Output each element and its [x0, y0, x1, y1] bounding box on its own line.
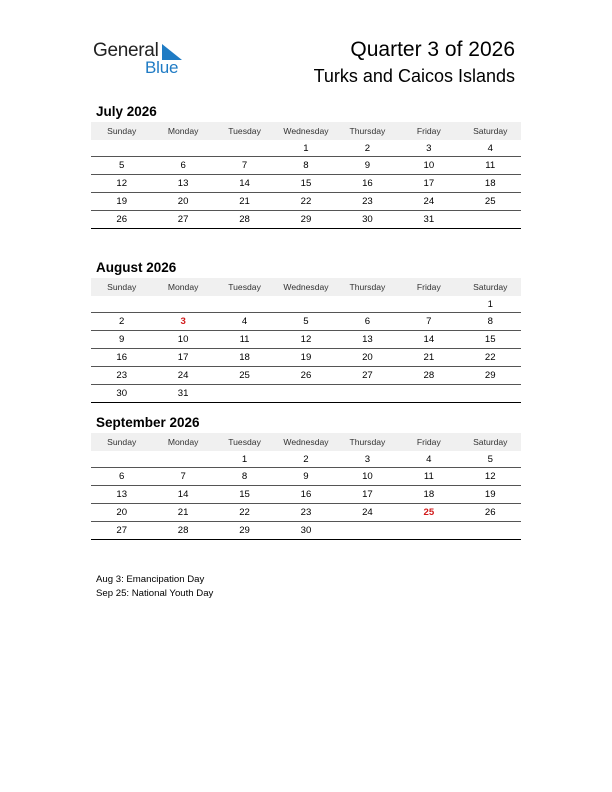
day-cell: 18: [398, 486, 459, 504]
month-august: [91, 258, 521, 403]
day-cell: 15: [214, 486, 275, 504]
empty-day-cell: [460, 522, 521, 540]
weekday-header: Thursday: [337, 122, 398, 140]
weekday-header: Thursday: [337, 278, 398, 296]
day-cell: 26: [91, 211, 152, 229]
day-cell: 5: [460, 451, 521, 468]
day-cell: 27: [337, 367, 398, 385]
day-cell: 26: [460, 504, 521, 522]
day-cell: 26: [275, 367, 336, 385]
day-cell: 14: [214, 175, 275, 193]
day-cell: 29: [275, 211, 336, 229]
day-cell: 25: [398, 504, 459, 522]
day-cell: 19: [91, 193, 152, 211]
day-cell: 7: [152, 468, 213, 486]
day-cell: 22: [460, 349, 521, 367]
day-cell: 15: [460, 331, 521, 349]
day-cell: 25: [460, 193, 521, 211]
empty-day-cell: [152, 296, 213, 313]
day-cell: 21: [398, 349, 459, 367]
empty-day-cell: [275, 296, 336, 313]
holiday-note: Aug 3: Emancipation Day: [96, 574, 205, 585]
day-cell: 8: [460, 313, 521, 331]
generalblue-logo: [93, 40, 193, 80]
weekday-header: Friday: [398, 122, 459, 140]
day-cell: 9: [337, 157, 398, 175]
weekday-header: Tuesday: [214, 433, 275, 451]
day-cell: 21: [214, 193, 275, 211]
day-cell: 16: [91, 349, 152, 367]
week-row: [91, 486, 521, 504]
weekday-header: Saturday: [460, 278, 521, 296]
calendar-grid: [91, 122, 521, 229]
day-cell: 2: [275, 451, 336, 468]
day-cell: 28: [398, 367, 459, 385]
week-row: [91, 140, 521, 157]
empty-day-cell: [214, 140, 275, 157]
weekday-header-row: [91, 433, 521, 451]
logo-text-general: General: [93, 40, 159, 61]
weekday-header: Saturday: [460, 433, 521, 451]
weekday-header: Tuesday: [214, 278, 275, 296]
week-row: [91, 451, 521, 468]
week-row: [91, 313, 521, 331]
weekday-header: Friday: [398, 433, 459, 451]
empty-day-cell: [152, 140, 213, 157]
day-cell: 22: [275, 193, 336, 211]
day-cell: 10: [337, 468, 398, 486]
weekday-header: Friday: [398, 278, 459, 296]
day-cell: 30: [275, 522, 336, 540]
weekday-header: Thursday: [337, 433, 398, 451]
weekday-header: Monday: [152, 433, 213, 451]
day-cell: 12: [91, 175, 152, 193]
day-cell: 6: [91, 468, 152, 486]
day-cell: 27: [152, 211, 213, 229]
day-cell: 1: [275, 140, 336, 157]
day-cell: 5: [275, 313, 336, 331]
day-cell: 29: [460, 367, 521, 385]
empty-day-cell: [91, 451, 152, 468]
day-cell: 13: [91, 486, 152, 504]
day-cell: 11: [460, 157, 521, 175]
day-cell: 30: [91, 385, 152, 403]
week-row: [91, 385, 521, 403]
week-row: [91, 193, 521, 211]
day-cell: 20: [152, 193, 213, 211]
day-cell: 19: [460, 486, 521, 504]
day-cell: 29: [214, 522, 275, 540]
weekday-header: Monday: [152, 278, 213, 296]
empty-day-cell: [214, 385, 275, 403]
day-cell: 3: [398, 140, 459, 157]
day-cell: 6: [337, 313, 398, 331]
day-cell: 13: [152, 175, 213, 193]
weekday-header: Wednesday: [275, 122, 336, 140]
day-cell: 20: [337, 349, 398, 367]
day-cell: 18: [460, 175, 521, 193]
day-cell: 9: [275, 468, 336, 486]
day-cell: 19: [275, 349, 336, 367]
day-cell: 13: [337, 331, 398, 349]
day-cell: 3: [337, 451, 398, 468]
calendar-grid: [91, 433, 521, 540]
day-cell: 28: [152, 522, 213, 540]
day-cell: 20: [91, 504, 152, 522]
day-cell: 5: [91, 157, 152, 175]
empty-day-cell: [337, 522, 398, 540]
holiday-notes: [96, 573, 213, 601]
weekday-header-row: [91, 278, 521, 296]
day-cell: 17: [337, 486, 398, 504]
calendar-grid: [91, 278, 521, 403]
empty-day-cell: [398, 385, 459, 403]
empty-day-cell: [91, 140, 152, 157]
holiday-note: Sep 25: National Youth Day: [96, 588, 214, 599]
week-row: [91, 468, 521, 486]
day-cell: 21: [152, 504, 213, 522]
day-cell: 1: [460, 296, 521, 313]
day-cell: 15: [275, 175, 336, 193]
week-row: [91, 175, 521, 193]
week-row: [91, 157, 521, 175]
day-cell: 14: [398, 331, 459, 349]
empty-day-cell: [460, 385, 521, 403]
empty-day-cell: [398, 296, 459, 313]
weekday-header: Wednesday: [275, 433, 336, 451]
empty-day-cell: [460, 211, 521, 229]
week-row: [91, 504, 521, 522]
day-cell: 24: [337, 504, 398, 522]
day-cell: 11: [214, 331, 275, 349]
day-cell: 4: [214, 313, 275, 331]
day-cell: 16: [337, 175, 398, 193]
weekday-header: Sunday: [91, 122, 152, 140]
month-september: [91, 413, 521, 540]
day-cell: 22: [214, 504, 275, 522]
day-cell: 23: [91, 367, 152, 385]
day-cell: 17: [398, 175, 459, 193]
month-title: September 2026: [96, 415, 200, 430]
day-cell: 8: [275, 157, 336, 175]
empty-day-cell: [152, 451, 213, 468]
day-cell: 27: [91, 522, 152, 540]
week-row: [91, 296, 521, 313]
day-cell: 1: [214, 451, 275, 468]
empty-day-cell: [398, 522, 459, 540]
day-cell: 8: [214, 468, 275, 486]
month-title: July 2026: [96, 104, 157, 119]
page-title: Quarter 3 of 2026: [350, 38, 515, 61]
day-cell: 3: [152, 313, 213, 331]
day-cell: 16: [275, 486, 336, 504]
day-cell: 14: [152, 486, 213, 504]
weekday-header-row: [91, 122, 521, 140]
weekday-header: Saturday: [460, 122, 521, 140]
empty-day-cell: [337, 385, 398, 403]
day-cell: 28: [214, 211, 275, 229]
day-cell: 23: [337, 193, 398, 211]
month-title: August 2026: [96, 260, 177, 275]
weekday-header: Monday: [152, 122, 213, 140]
empty-day-cell: [275, 385, 336, 403]
day-cell: 12: [460, 468, 521, 486]
weekday-header: Sunday: [91, 433, 152, 451]
day-cell: 2: [91, 313, 152, 331]
day-cell: 9: [91, 331, 152, 349]
week-row: [91, 367, 521, 385]
day-cell: 6: [152, 157, 213, 175]
weekday-header: Tuesday: [214, 122, 275, 140]
day-cell: 24: [398, 193, 459, 211]
week-row: [91, 331, 521, 349]
empty-day-cell: [337, 296, 398, 313]
day-cell: 7: [398, 313, 459, 331]
day-cell: 10: [398, 157, 459, 175]
empty-day-cell: [91, 296, 152, 313]
day-cell: 23: [275, 504, 336, 522]
day-cell: 31: [152, 385, 213, 403]
week-row: [91, 349, 521, 367]
weekday-header: Sunday: [91, 278, 152, 296]
day-cell: 4: [398, 451, 459, 468]
day-cell: 7: [214, 157, 275, 175]
day-cell: 2: [337, 140, 398, 157]
day-cell: 30: [337, 211, 398, 229]
day-cell: 4: [460, 140, 521, 157]
day-cell: 17: [152, 349, 213, 367]
month-july: [91, 102, 521, 229]
week-row: [91, 522, 521, 540]
day-cell: 25: [214, 367, 275, 385]
empty-day-cell: [214, 296, 275, 313]
day-cell: 10: [152, 331, 213, 349]
logo-text-blue: Blue: [145, 58, 179, 77]
day-cell: 24: [152, 367, 213, 385]
weekday-header: Wednesday: [275, 278, 336, 296]
day-cell: 11: [398, 468, 459, 486]
country-name: Turks and Caicos Islands: [313, 66, 515, 86]
day-cell: 18: [214, 349, 275, 367]
day-cell: 31: [398, 211, 459, 229]
day-cell: 12: [275, 331, 336, 349]
week-row: [91, 211, 521, 229]
